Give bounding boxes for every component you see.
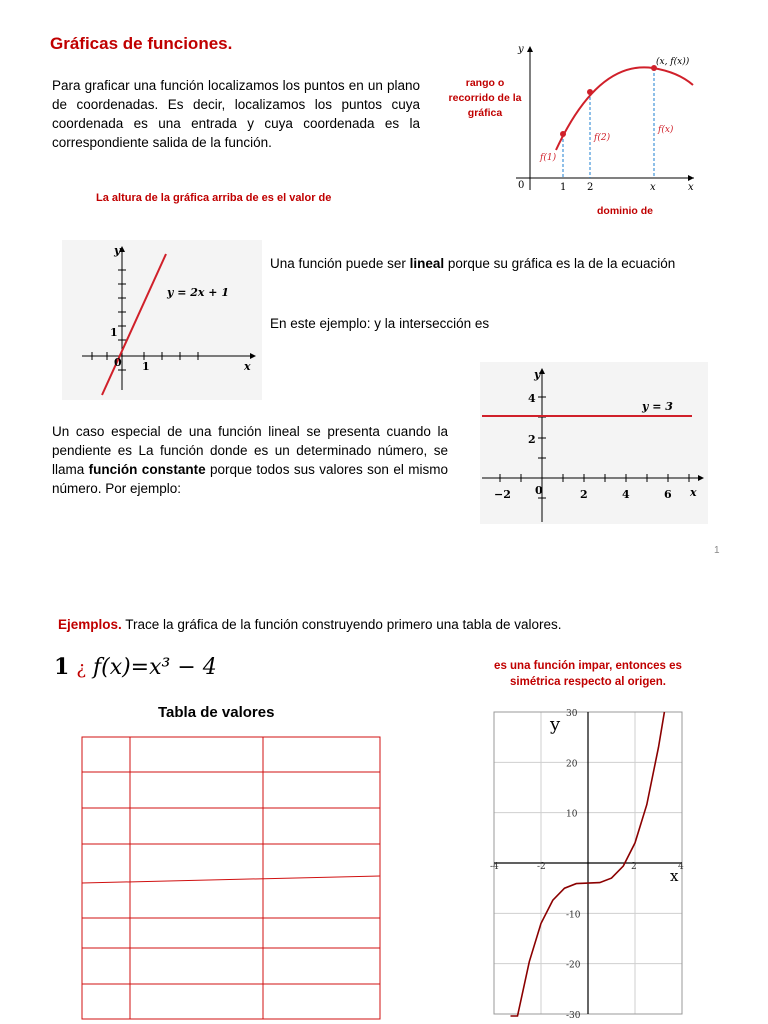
tick-x-1: 1 <box>142 360 150 373</box>
y-axis-label: y <box>114 244 121 257</box>
linear-paragraph <box>270 254 708 273</box>
function-curve <box>556 67 693 150</box>
origin-label: 0 <box>518 180 525 191</box>
y-tick-label: -20 <box>566 960 581 971</box>
constant-graph-bg <box>480 362 708 524</box>
constant-equation: y = 3 <box>642 400 673 413</box>
example-line: En este ejemplo: y la intersección es <box>270 316 490 331</box>
height-note: La altura de la gráfica arriba de es el valor de <box>96 192 332 204</box>
origin-label: 0 <box>114 356 122 369</box>
label-f1: f(1) <box>540 153 557 163</box>
values-table <box>80 736 384 1022</box>
linear-text-2: porque su gráfica es la de la ecuación <box>447 256 676 271</box>
tick-x-4: 4 <box>622 488 630 501</box>
x-tick-label: 2 <box>631 862 637 872</box>
page-number: 1 <box>714 545 720 556</box>
odd-note: es una función impar, entonces es simétrica respecto al origen. <box>494 660 682 688</box>
function-graph-figure <box>508 40 698 200</box>
cubic-tick-labels <box>490 709 684 1020</box>
x-tick-label: -2 <box>537 862 546 872</box>
domain-label: dominio de <box>597 205 653 217</box>
y-tick-label: 10 <box>566 809 578 820</box>
x-axis-label: x <box>244 360 251 373</box>
y-axis-label: y <box>518 44 524 55</box>
linear-bold: lineal <box>409 256 445 271</box>
constant-graph-figure <box>480 362 708 524</box>
linear-text-1: Una función puede ser <box>270 256 406 271</box>
x-axis-label: x <box>688 182 694 193</box>
ejemplos-bold: Ejemplos. <box>58 617 122 632</box>
tick-y-1: 1 <box>110 326 118 339</box>
y-tick-label: 30 <box>566 709 578 719</box>
function-equation <box>54 654 217 680</box>
y-axis-label: y <box>534 368 541 381</box>
function-expr: f(x)=x³ − 4 <box>92 655 217 680</box>
point-f1 <box>560 131 566 137</box>
tick-2: 2 <box>587 182 594 193</box>
cubic-y-label: y <box>550 714 561 735</box>
function-number: 1 <box>54 654 70 680</box>
y-axis-arrow <box>527 46 533 52</box>
tick-x-6: 6 <box>664 488 672 501</box>
range-label: rango o recorrido de la gráfica <box>448 77 522 119</box>
tick-x: x <box>650 182 656 193</box>
tick-x-neg2: −2 <box>494 488 511 501</box>
point-f2 <box>587 89 593 95</box>
intro-paragraph: Para graficar una función localizamos los puntos en un plano de coordenadas. Es decir, localizamos los puntos cuya coordenada es una entrada y cuya coordenada es la correspondiente salida de la función. <box>52 78 420 150</box>
values-table-grid <box>82 737 380 1019</box>
tick-x-2: 2 <box>580 488 588 501</box>
x-tick-label: -4 <box>490 862 499 872</box>
constant-text-1: Un caso especial de una función lineal se presenta cuando la pendiente es La función donde es un determinado número, se llama <box>52 424 448 477</box>
ejemplos-line <box>58 617 562 632</box>
page-title: Gráficas de funciones. <box>50 34 233 53</box>
label-f2: f(2) <box>594 133 611 143</box>
y-tick-label: 20 <box>566 759 578 770</box>
tick-y-4: 4 <box>528 392 536 405</box>
constant-text-2: porque todos sus valores son el mismo número. Por ejemplo: <box>52 462 448 496</box>
linear-equation: y = 2x + 1 <box>167 286 230 299</box>
cubic-x-label: x <box>670 867 679 885</box>
cubic-axes <box>494 712 682 1014</box>
tabla-title: Tabla de valores <box>158 704 275 721</box>
constant-paragraph <box>52 422 448 498</box>
tick-y-2: 2 <box>528 433 536 446</box>
x-axis-label: x <box>690 486 697 499</box>
function-glyph: ¿ <box>76 658 86 679</box>
ejemplos-text: Trace la gráfica de la función construyendo primero una tabla de valores. <box>125 617 562 632</box>
y-tick-label: -30 <box>566 1011 581 1020</box>
constant-bold: función constante <box>88 462 206 477</box>
tick-x-0: 0 <box>535 484 543 497</box>
x-axis-arrow <box>688 175 694 181</box>
tick-1: 1 <box>560 182 567 193</box>
cubic-graph <box>488 706 688 1020</box>
linear-graph-figure <box>62 240 262 400</box>
x-tick-label: 4 <box>678 862 684 872</box>
label-fx: f(x) <box>658 125 674 135</box>
point-label: (x, f(x)) <box>656 57 690 67</box>
y-tick-label: -10 <box>566 910 581 921</box>
